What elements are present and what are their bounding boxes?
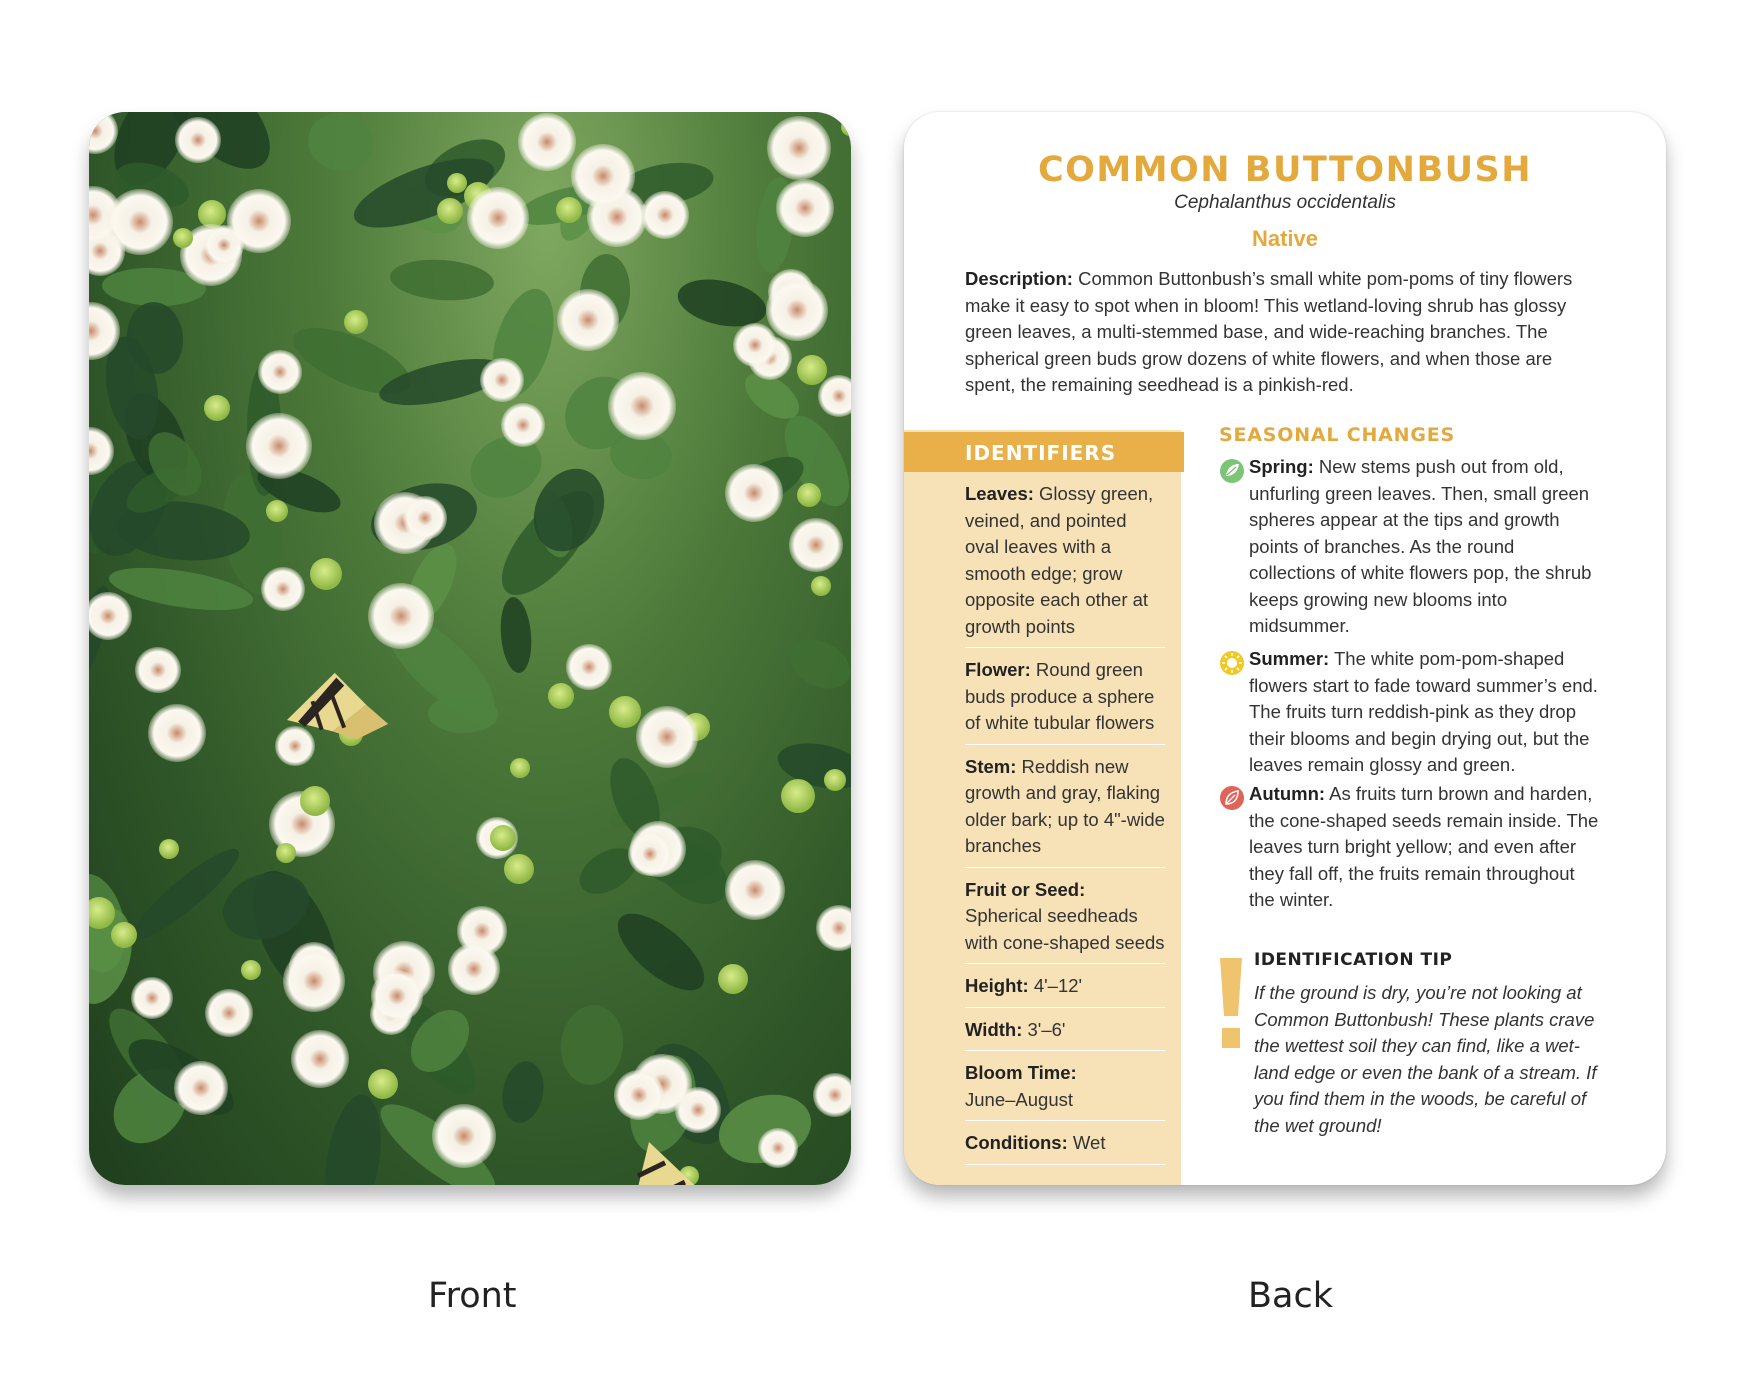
green-bud	[437, 198, 463, 224]
exclamation-icon	[1220, 958, 1242, 1050]
green-bud	[824, 769, 846, 791]
leaf-shape	[606, 900, 717, 1003]
white-flower-sphere	[766, 279, 828, 341]
green-bud	[241, 960, 261, 980]
white-flower-sphere	[148, 704, 206, 762]
white-flower-sphere	[205, 989, 253, 1037]
white-flower-sphere	[566, 644, 612, 690]
white-flower-sphere	[501, 403, 545, 447]
leaf-shape	[497, 1058, 548, 1126]
season-summer: Summer: The white pom-pom-shaped flowers start to fade toward summer’s end. The fruits turn reddish-pink as they drop their blooms and begin drying out, but the leaves remain glossy and green.	[1249, 648, 1598, 775]
white-flower-sphere	[135, 647, 181, 693]
green-bud	[797, 355, 827, 385]
white-flower-sphere	[283, 950, 345, 1012]
white-flower-sphere	[368, 583, 434, 649]
green-bud	[310, 558, 342, 590]
white-flower-sphere	[518, 113, 576, 171]
season-autumn: Autumn: As fruits turn brown and harden, the cone-shaped seeds remain inside. The leaves turn bright yellow; and even after they fall off, the fruits remain throughout the winter.	[1249, 783, 1599, 910]
white-flower-sphere	[480, 358, 524, 402]
identifier-leaves: Leaves: Glossy green, veined, and pointed oval leaves with a smooth edge; grow opposite each other at growth points	[965, 478, 1165, 648]
white-flower-sphere	[571, 144, 635, 208]
white-flower-sphere	[131, 977, 173, 1019]
leaf-shape	[556, 1002, 627, 1089]
leaf-shape	[317, 1091, 389, 1185]
buttonbush-photo	[89, 112, 851, 1185]
identifiers-header	[904, 432, 1184, 472]
white-flower-sphere	[261, 567, 305, 611]
back-card	[904, 112, 1666, 1185]
white-flower-sphere	[641, 191, 689, 239]
white-flower-sphere	[816, 905, 851, 951]
green-bud	[159, 839, 179, 859]
identifiers-list	[965, 478, 1165, 1171]
white-flower-sphere	[291, 1030, 349, 1088]
white-flower-sphere	[557, 289, 619, 351]
green-bud	[718, 964, 748, 994]
leaf-shape	[124, 839, 247, 949]
identifier-flower: Flower: Round green buds produce a sphere of white tubular flowers	[965, 654, 1165, 745]
plant-title: COMMON BUTTONBUSH	[1037, 150, 1533, 190]
green-bud	[276, 843, 296, 863]
green-bud	[368, 1069, 398, 1099]
white-flower-sphere	[258, 350, 302, 394]
white-flower-sphere	[246, 413, 312, 479]
green-bud	[504, 854, 534, 884]
white-flower-sphere	[175, 117, 221, 163]
white-flower-sphere	[371, 970, 423, 1022]
green-bud	[797, 483, 821, 507]
description	[965, 266, 1605, 399]
native-status: Native	[1251, 226, 1319, 251]
green-bud	[548, 683, 574, 709]
white-flower-sphere	[432, 1104, 496, 1168]
white-flower-sphere	[636, 706, 698, 768]
seasonal-heading: SEASONAL CHANGES	[1219, 424, 1456, 446]
white-flower-sphere	[767, 116, 831, 180]
spring-leaf-icon	[1219, 458, 1245, 484]
green-bud	[510, 758, 530, 778]
white-flower-sphere	[818, 375, 851, 417]
white-flower-sphere	[789, 518, 843, 572]
green-bud	[198, 200, 226, 228]
green-bud	[344, 310, 368, 334]
white-flower-sphere	[733, 323, 777, 367]
scientific-name: Cephalanthus occidentalis	[1174, 192, 1396, 213]
identifier-height: Height: 4'–12'	[965, 970, 1165, 1008]
white-flower-sphere	[275, 726, 315, 766]
identifier-conditions: Conditions: Wet	[965, 1127, 1165, 1165]
green-bud	[266, 500, 288, 522]
white-flower-sphere	[628, 832, 672, 876]
identifier-stem: Stem: Reddish new growth and gray, flaking older bark; up to 4"-wide branches	[965, 751, 1165, 868]
autumn-leaf-icon	[1219, 785, 1245, 811]
leaf-shape	[303, 112, 378, 176]
front-caption: Front	[428, 1276, 517, 1316]
white-flower-sphere	[813, 1073, 851, 1117]
white-flower-sphere	[403, 496, 447, 540]
white-flower-sphere	[608, 372, 676, 440]
white-flower-sphere	[614, 1070, 664, 1120]
white-flower-sphere	[107, 189, 173, 255]
sun-icon	[1219, 650, 1245, 676]
green-bud	[609, 696, 641, 728]
back-caption: Back	[1248, 1276, 1333, 1316]
white-flower-sphere	[467, 187, 529, 249]
white-flower-sphere	[89, 112, 118, 154]
green-bud	[556, 197, 582, 223]
green-bud	[111, 922, 137, 948]
leaf-shape	[781, 630, 851, 699]
green-bud	[781, 779, 815, 813]
green-bud	[490, 825, 516, 851]
white-flower-sphere	[174, 1061, 228, 1115]
green-bud	[811, 576, 831, 596]
description-label: Description:	[965, 268, 1073, 289]
green-bud	[300, 786, 330, 816]
identifier-fruit-seed: Fruit or Seed: Spherical seedheads with cone-shaped seeds	[965, 874, 1165, 965]
leaf-shape	[389, 256, 496, 303]
white-flower-sphere	[227, 189, 291, 253]
white-flower-sphere	[89, 592, 132, 640]
green-bud	[841, 118, 851, 136]
description-text: Common Buttonbush’s small white pom-poms of tiny flowers make it easy to spot when in bloom! This wetland-loving shrub has glossy green leaves, a multi-stemmed base, and wide-reaching branches. The spherical green buds grow dozens of white flowers, and when those are spent, the remaining seedhead is a pinkish-red.	[965, 268, 1573, 395]
white-flower-sphere	[758, 1128, 798, 1168]
white-flower-sphere	[725, 860, 785, 920]
identifier-bloom-time: Bloom Time: June–August	[965, 1057, 1165, 1121]
leaf-shape	[498, 596, 535, 674]
green-bud	[173, 228, 193, 248]
identifier-width: Width: 3'–6'	[965, 1014, 1165, 1052]
green-bud	[204, 395, 230, 421]
white-flower-sphere	[448, 943, 500, 995]
tip-text: If the ground is dry, you’re not looking at Common Buttonbush! These plants crave the wettest soil they can find, like a wet-land edge or even the bank of a stream. If you find them in the woods, be careful of the wet ground!	[1254, 982, 1597, 1136]
white-flower-sphere	[725, 464, 783, 522]
white-flower-sphere	[776, 179, 834, 237]
green-bud	[447, 173, 467, 193]
tip-heading: IDENTIFICATION TIP	[1254, 950, 1453, 970]
front-card	[89, 112, 851, 1185]
season-spring: Spring: New stems push out from old, unfurling green leaves. Then, small green spheres appear at the tips and growth points of branches. As the round collections of white flowers pop, the shrub keeps growing new blooms into midsummer.	[1249, 456, 1592, 636]
identifiers-heading: IDENTIFIERS	[965, 441, 1117, 465]
